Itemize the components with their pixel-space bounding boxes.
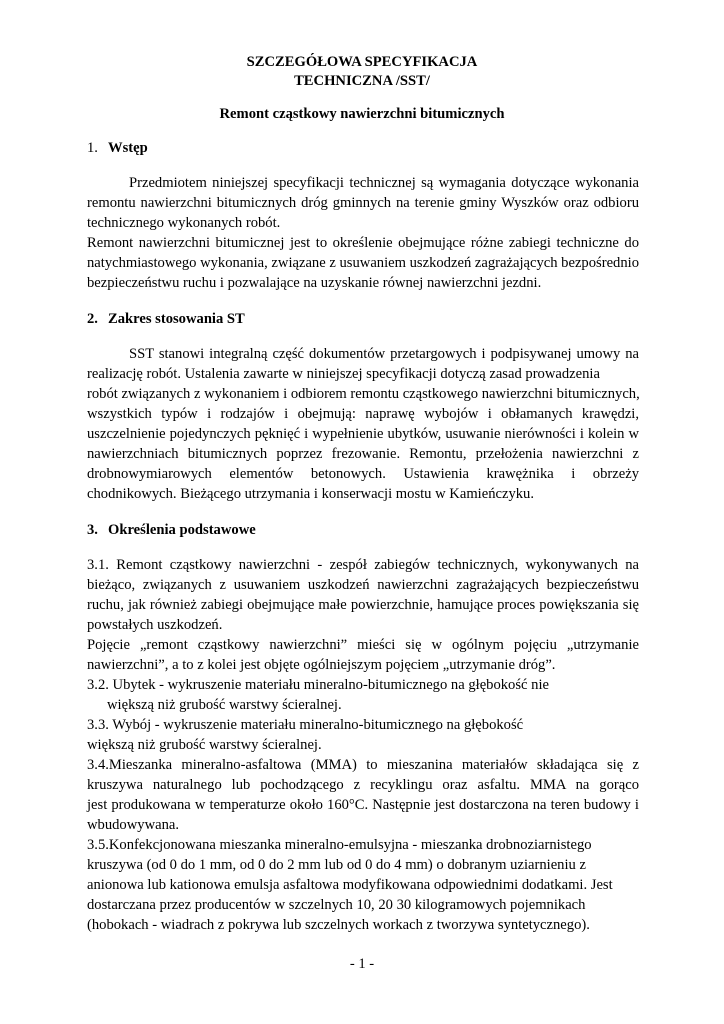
section-3-title: Określenia podstawowe [108,522,256,538]
paragraph-line: Remont nawierzchni bitumicznej jest to określenie obejmujące różne zabiegi techniczne do [87,235,639,251]
title-line-2: TECHNICZNA /SST/ [294,73,430,89]
paragraph-line: 3.5.Konfekcjonowana mieszanka mineralno-emulsyjna - mieszanka drobnoziarnistego [87,837,592,853]
paragraph-line: remontu nawierzchni bitumicznych dróg gminnych na terenie gminy Wyszków oraz odbioru [87,195,639,211]
paragraph-line: wszystkich typów i rodzajów i obejmują: naprawę wybojów i obłamanych krawędzi, [87,406,639,422]
paragraph-line: chodnikowych. Bieżącego utrzymania i konserwacji mostu w Kamieńczyku. [87,486,534,502]
section-1-number: 1. [87,140,98,156]
paragraph-line: dostarczana przez producentów w szczelnych 10, 20 30 kilogramowych pojemnikach [87,897,586,913]
paragraph-line: kruszywa (od 0 do 1 mm, od 0 do 2 mm lub od 0 do 4 mm) o dobranym uziarnieniu z [87,857,586,873]
paragraph-line: 3.2. Ubytek - wykruszenie materiału mineralno-bitumicznego na głębokość nie [87,677,549,693]
paragraph-line: większą niż grubość warstwy ścieralnej. [107,697,342,713]
section-3-number: 3. [87,522,98,538]
section-1-heading [87,138,639,158]
paragraph-line: (hobokach - wiadrach z pokrywa lub szczelnych workach z tworzywa syntetycznego). [87,917,590,933]
paragraph-line: większą niż grubość warstwy ścieralnej. [87,737,322,753]
paragraph-line: bezpieczeństwu ruchu i pozwalające na uzyskanie równej nawierzchni jezdni. [87,275,542,291]
section-2-title: Zakres stosowania ST [108,311,245,327]
paragraph-line: 3.1. Remont cząstkowy nawierzchni - zespół zabiegów technicznych, wykonywanych na [87,557,639,573]
paragraph-line: robót związanych z wykonaniem i odbiorem remontu cząstkowego nawierzchni bitumicznych, [87,386,640,402]
section-3-heading [87,520,639,540]
paragraph-line: 3.4.Mieszanka mineralno-asfaltowa (MMA) to mieszanina materiałów składająca się z [87,757,639,773]
paragraph-line: Przedmiotem niniejszej specyfikacji technicznej są wymagania dotyczące wykonania [129,175,639,191]
page-number: - 1 - [349,956,375,972]
subtitle: Remont cząstkowy nawierzchni bitumicznych [219,106,505,122]
paragraph-line: jest produkowana w temperaturze około 160°C. Następnie jest dostarczona na teren budowy i [87,797,639,813]
paragraph-line: drobnowymiarowych elementów betonowych. Ustawienia krawężnika i obrzeży [87,466,639,482]
paragraph-line: bieżąco, związanych z usuwaniem uszkodzeń nawierzchni zagrażających bezpieczeństwu [87,577,639,593]
paragraph-line: wbudowywana. [87,817,180,833]
paragraph-line: technicznego wykonanych robót. [87,215,281,231]
paragraph-line: ruchu, jak również zabiegi obejmujące małe powierzchnie, hamujące proces powiększania się [87,597,639,613]
paragraph-line: nawierzchni”, a to z kolei jest objęte ogólniejszym pojęciem „utrzymanie dróg”. [87,657,556,673]
section-2-heading [87,309,639,329]
title-line-1: SZCZEGÓŁOWA SPECYFIKACJA [246,54,478,70]
paragraph-line: powstałych uszkodzeń. [87,617,223,633]
section-1-title: Wstęp [108,140,148,156]
paragraph-line: anionowa lub kationowa emulsja asfaltowa modyfikowana odpowiednimi dodatkami. Jest [87,877,613,893]
paragraph-line: nawierzchniach bitumicznych poprzez frezowanie. Remontu, przełożenia nawierzchni z [87,446,639,462]
paragraph-line: Pojęcie „remont cząstkowy nawierzchni” mieści się w ogólnym pojęciu „utrzymanie [87,637,639,653]
paragraph-line: natychmiastowego wykonania, związane z usuwaniem uszkodzeń zagrażających bezpośrednio [87,255,639,271]
paragraph-line: 3.3. Wybój - wykruszenie materiału mineralno-bitumicznego na głębokość [87,717,524,733]
paragraph-line: realizację robót. Ustalenia zawarte w niniejszej specyfikacji dotyczą zasad prowadzenia [87,366,600,382]
paragraph-line: kruszywa naturalnego lub pochodzącego z recyklingu oraz asfaltu. MMA na gorąco [87,777,639,793]
paragraph-line: SST stanowi integralną część dokumentów przetargowych i podpisywanej umowy na [129,346,639,362]
paragraph-line: uszczelnienie pojedynczych pęknięć i wypełnienie ubytków, usuwanie nierówności i kolein w [87,426,639,442]
section-2-number: 2. [87,311,98,327]
